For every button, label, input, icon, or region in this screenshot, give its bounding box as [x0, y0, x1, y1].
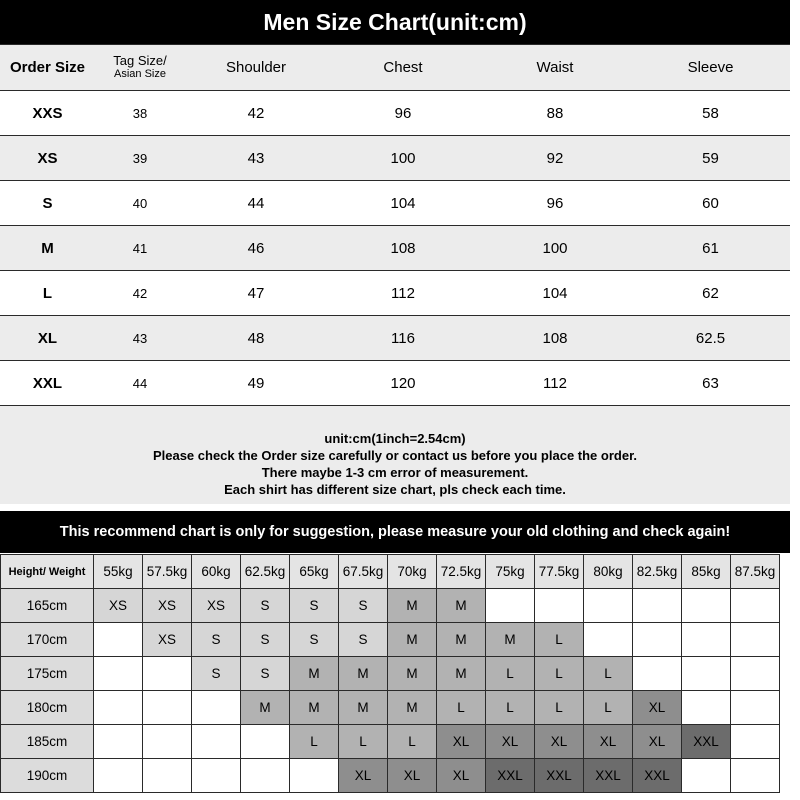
height-row — [1, 691, 780, 725]
size-recommendation-cell: L — [584, 657, 633, 691]
size-recommendation-cell — [731, 691, 780, 725]
size-recommendation-cell: XXL — [535, 759, 584, 793]
size-recommendation-cell: XL — [339, 759, 388, 793]
height-row — [1, 657, 780, 691]
size-cell-waist: 96 — [479, 181, 631, 226]
size-recommendation-cell — [633, 657, 682, 691]
height-label: 185cm — [1, 725, 94, 759]
size-cell-sleeve: 58 — [631, 91, 790, 136]
size-recommendation-cell — [290, 759, 339, 793]
size-recommendation-cell — [241, 759, 290, 793]
size-recommendation-cell: M — [388, 589, 437, 623]
size-recommendation-cell: M — [339, 657, 388, 691]
size-cell-order: XXS — [0, 91, 95, 136]
height-label: 170cm — [1, 623, 94, 657]
header-asian-size-label: Asian Size — [114, 68, 166, 80]
size-recommendation-cell: M — [290, 691, 339, 725]
size-cell-order: XS — [0, 136, 95, 181]
size-cell-shoulder: 47 — [185, 271, 327, 316]
corner-label: Height/ Weight — [1, 555, 94, 589]
size-cell-chest: 108 — [327, 226, 479, 271]
size-recommendation-cell — [94, 657, 143, 691]
size-cell-chest: 96 — [327, 91, 479, 136]
size-row — [0, 316, 790, 361]
weight-header: 65kg — [290, 555, 339, 589]
weight-header: 62.5kg — [241, 555, 290, 589]
size-recommendation-cell — [143, 657, 192, 691]
size-recommendation-cell — [731, 589, 780, 623]
size-cell-sleeve: 59 — [631, 136, 790, 181]
size-chart-notes — [0, 406, 790, 504]
size-recommendation-cell — [94, 623, 143, 657]
recommend-chart-title: This recommend chart is only for suggestion, please measure your old clothing and check again! — [0, 511, 790, 553]
note-line: Please check the Order size carefully or contact us before you place the order. — [152, 448, 638, 463]
size-cell-sleeve: 61 — [631, 226, 790, 271]
size-recommendation-cell: XS — [143, 623, 192, 657]
size-recommendation-cell — [535, 589, 584, 623]
size-recommendation-cell: XXL — [584, 759, 633, 793]
size-recommendation-cell — [94, 759, 143, 793]
weight-header: 55kg — [94, 555, 143, 589]
note-line: unit:cm(1inch=2.54cm) — [324, 431, 466, 446]
weight-header: 82.5kg — [633, 555, 682, 589]
size-recommendation-cell: S — [339, 623, 388, 657]
size-recommendation-cell — [633, 623, 682, 657]
size-recommendation-cell: M — [486, 623, 535, 657]
size-recommendation-cell: XL — [633, 725, 682, 759]
size-recommendation-cell — [94, 725, 143, 759]
header-shoulder: Shoulder — [185, 45, 327, 91]
size-cell-order: S — [0, 181, 95, 226]
weight-header: 80kg — [584, 555, 633, 589]
size-recommendation-cell: S — [192, 623, 241, 657]
note-line: Each shirt has different size chart, pls check each time. — [224, 482, 566, 497]
weight-header: 75kg — [486, 555, 535, 589]
size-recommendation-cell: S — [241, 589, 290, 623]
size-recommendation-cell: XXL — [486, 759, 535, 793]
size-chart-table — [0, 44, 790, 406]
size-recommendation-cell: L — [437, 691, 486, 725]
size-recommendation-cell: L — [388, 725, 437, 759]
size-recommendation-cell: M — [437, 589, 486, 623]
size-recommendation-cell: XS — [94, 589, 143, 623]
size-cell-tag: 44 — [95, 361, 185, 406]
size-row — [0, 226, 790, 271]
size-recommendation-cell: M — [388, 691, 437, 725]
size-recommendation-cell: XS — [143, 589, 192, 623]
size-recommendation-cell: S — [339, 589, 388, 623]
size-recommendation-cell: S — [241, 623, 290, 657]
size-recommendation-cell — [731, 725, 780, 759]
size-recommendation-cell — [682, 589, 731, 623]
size-recommendation-cell: M — [241, 691, 290, 725]
size-recommendation-cell — [682, 623, 731, 657]
size-recommendation-cell: S — [290, 589, 339, 623]
size-cell-waist: 100 — [479, 226, 631, 271]
size-cell-tag: 43 — [95, 316, 185, 361]
size-recommendation-cell: L — [535, 657, 584, 691]
size-cell-waist: 104 — [479, 271, 631, 316]
size-cell-shoulder: 44 — [185, 181, 327, 226]
size-recommendation-cell: S — [241, 657, 290, 691]
size-cell-waist: 92 — [479, 136, 631, 181]
size-cell-waist: 112 — [479, 361, 631, 406]
size-chart-title: Men Size Chart(unit:cm) — [0, 0, 790, 44]
weight-header: 70kg — [388, 555, 437, 589]
height-label: 165cm — [1, 589, 94, 623]
header-sleeve: Sleeve — [631, 45, 790, 91]
header-tag-size-label: Tag Size/ — [113, 53, 167, 68]
size-recommendation-cell — [94, 691, 143, 725]
size-recommendation-cell — [731, 759, 780, 793]
size-recommendation-cell — [633, 589, 682, 623]
weight-header: 87.5kg — [731, 555, 780, 589]
size-chart-header-row — [0, 45, 790, 91]
size-recommendation-cell — [731, 657, 780, 691]
size-cell-order: XL — [0, 316, 95, 361]
size-cell-chest: 100 — [327, 136, 479, 181]
size-recommendation-cell: L — [584, 691, 633, 725]
size-cell-shoulder: 43 — [185, 136, 327, 181]
size-recommendation-cell: XL — [633, 691, 682, 725]
weight-header: 72.5kg — [437, 555, 486, 589]
weight-header: 67.5kg — [339, 555, 388, 589]
weight-header-row — [1, 555, 780, 589]
size-cell-waist: 88 — [479, 91, 631, 136]
size-cell-tag: 42 — [95, 271, 185, 316]
size-cell-tag: 40 — [95, 181, 185, 226]
size-recommendation-cell: S — [192, 657, 241, 691]
size-recommendation-cell: XXL — [682, 725, 731, 759]
size-recommendation-cell: XL — [437, 759, 486, 793]
size-recommendation-cell: L — [486, 657, 535, 691]
size-recommendation-cell: XL — [486, 725, 535, 759]
size-recommendation-cell: M — [388, 623, 437, 657]
size-recommendation-cell — [192, 691, 241, 725]
size-cell-shoulder: 48 — [185, 316, 327, 361]
weight-header: 60kg — [192, 555, 241, 589]
size-recommendation-cell: XXL — [633, 759, 682, 793]
size-recommendation-cell — [192, 759, 241, 793]
weight-header: 57.5kg — [143, 555, 192, 589]
height-row — [1, 589, 780, 623]
size-cell-tag: 41 — [95, 226, 185, 271]
size-recommendation-cell: XL — [437, 725, 486, 759]
weight-header: 85kg — [682, 555, 731, 589]
size-cell-tag: 38 — [95, 91, 185, 136]
size-row — [0, 136, 790, 181]
size-recommendation-cell — [731, 623, 780, 657]
size-row — [0, 91, 790, 136]
height-row — [1, 725, 780, 759]
size-cell-chest: 120 — [327, 361, 479, 406]
size-recommendation-cell: M — [290, 657, 339, 691]
size-recommendation-cell: L — [339, 725, 388, 759]
size-recommendation-cell — [143, 725, 192, 759]
recommend-chart-body — [1, 589, 780, 793]
size-recommendation-cell: XS — [192, 589, 241, 623]
header-tag-size — [95, 45, 185, 91]
size-recommendation-cell: M — [339, 691, 388, 725]
size-recommendation-cell — [682, 691, 731, 725]
size-recommendation-cell: XL — [584, 725, 633, 759]
size-recommendation-cell: M — [437, 623, 486, 657]
height-label: 175cm — [1, 657, 94, 691]
size-recommendation-cell: M — [388, 657, 437, 691]
size-recommendation-cell — [584, 589, 633, 623]
size-recommendation-cell: M — [437, 657, 486, 691]
size-row — [0, 271, 790, 316]
size-recommendation-cell: S — [290, 623, 339, 657]
recommend-chart-table — [0, 554, 780, 793]
size-recommendation-cell — [682, 759, 731, 793]
height-row — [1, 759, 780, 793]
size-row — [0, 181, 790, 226]
size-cell-shoulder: 46 — [185, 226, 327, 271]
size-recommendation-cell — [192, 725, 241, 759]
size-recommendation-cell: L — [535, 691, 584, 725]
size-cell-order: M — [0, 226, 95, 271]
height-label: 190cm — [1, 759, 94, 793]
size-cell-order: L — [0, 271, 95, 316]
size-recommendation-cell: XL — [388, 759, 437, 793]
size-recommendation-cell — [143, 759, 192, 793]
size-chart-body — [0, 91, 790, 406]
size-cell-chest: 104 — [327, 181, 479, 226]
size-recommendation-cell — [682, 657, 731, 691]
size-recommendation-cell — [143, 691, 192, 725]
size-cell-waist: 108 — [479, 316, 631, 361]
size-cell-chest: 116 — [327, 316, 479, 361]
size-recommendation-cell — [584, 623, 633, 657]
size-cell-order: XXL — [0, 361, 95, 406]
size-recommendation-cell — [486, 589, 535, 623]
size-cell-chest: 112 — [327, 271, 479, 316]
size-cell-tag: 39 — [95, 136, 185, 181]
size-cell-shoulder: 42 — [185, 91, 327, 136]
note-line: There maybe 1-3 cm error of measurement. — [261, 465, 529, 480]
size-cell-sleeve: 62 — [631, 271, 790, 316]
size-cell-sleeve: 63 — [631, 361, 790, 406]
size-row — [0, 361, 790, 406]
size-recommendation-cell — [241, 725, 290, 759]
header-order-size: Order Size — [0, 45, 95, 91]
size-cell-sleeve: 60 — [631, 181, 790, 226]
height-label: 180cm — [1, 691, 94, 725]
size-recommendation-cell: L — [486, 691, 535, 725]
size-recommendation-cell: L — [535, 623, 584, 657]
weight-header: 77.5kg — [535, 555, 584, 589]
header-chest: Chest — [327, 45, 479, 91]
size-recommendation-cell: L — [290, 725, 339, 759]
size-cell-shoulder: 49 — [185, 361, 327, 406]
height-row — [1, 623, 780, 657]
size-recommendation-cell: XL — [535, 725, 584, 759]
size-cell-sleeve: 62.5 — [631, 316, 790, 361]
header-waist: Waist — [479, 45, 631, 91]
